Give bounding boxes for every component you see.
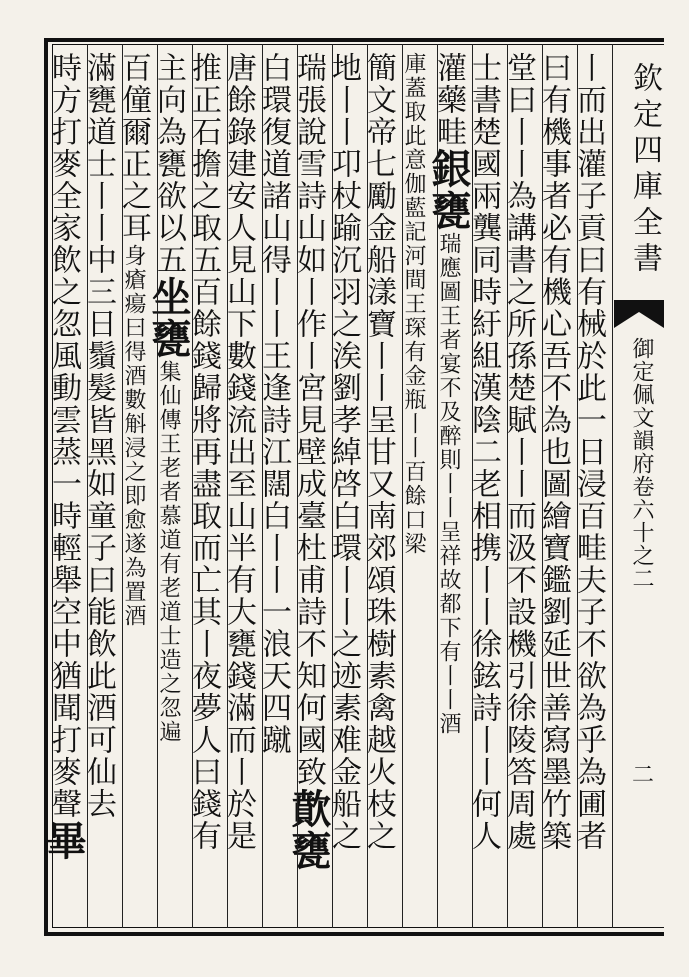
column-text: 曰有機事者必有機心吾不為也圖繪寶鑑劉延世善寫墨竹築 [536,52,571,852]
column-text: 時方打麥全家飲之忽風動雲蒸一時輕舉空中猶聞打麥聲 [46,52,81,820]
column-text: 簡文帝七勵金船漾寶丨丨呈甘又南郊頌珠樹素禽越火枝之 [361,52,396,852]
column-rule [122,44,123,928]
column-rule [227,44,228,928]
column-rule [402,44,403,928]
entry-heading: 歕甕 [285,788,332,872]
column-rule [542,44,543,928]
text-column [116,52,155,922]
text-column [466,52,505,922]
column-rule [472,44,473,928]
margin-column [612,52,664,922]
column-rule [297,44,298,928]
text-column [361,52,400,922]
text-column [221,52,260,922]
column-rule [192,44,193,928]
text-column [40,52,87,922]
entry-annotation: 集仙傳王老者慕道有老道士造之忽遍 [156,360,181,744]
column-rule [437,44,438,928]
column-rule [157,44,158,928]
text-column [145,52,192,922]
column-text: 瑞張說雪詩山如丨作丨宮見壁成臺杜甫詩不知何國致 [291,52,326,788]
text-column [501,52,540,922]
column-text: 滿甕道士丨丨中三日鬚髮皆黑如童子曰能飲此酒可仙去 [81,52,116,820]
book-title: 欽定四庫全書 [627,62,662,278]
fish-tail-mark-icon [614,300,664,328]
column-rule [507,44,508,928]
column-text: 白環復道諸山得丨丨王逢詩江闊白丨丨一浪天四蹴 [256,52,291,756]
column-text: 丨而出灌子貢曰有械於此一日浸百畦夫子不欲為乎為圃者 [571,52,606,852]
column-text: 推正石擔之取五百餘錢歸將再盡取而亡其丨夜夢人曰錢有 [186,52,221,852]
column-rule [332,44,333,928]
column-text: 堂曰丨丨為講書之所孫楚賦丨丨而汲不設機引徐陵答周處 [501,52,536,852]
text-column [401,52,435,922]
column-text: 百僮爾正之耳 [116,52,151,244]
entry-annotation: 身瘡瘍曰得酒數斛浸之即愈遂為置酒 [121,244,146,628]
column-rule [262,44,263,928]
text-column [425,52,472,922]
column-text: 士書楚國兩龔同時紆組漢陰二老相携丨丨徐鉉詩丨丨何人 [466,52,501,852]
entry-heading: 坐甕 [145,276,192,360]
entry-heading: 畢 [40,820,87,862]
entry-annotation: 庫蓋取此意伽藍記河間王琛有金瓶丨丨百餘口梁 [401,52,426,556]
column-text: 地丨丨卭杖踰沉羽之涘劉孝綽啓白環丨丨之迹素难金船之 [326,52,361,852]
text-column [186,52,225,922]
column-rule [87,44,88,928]
text-column [571,52,610,922]
column-rule [367,44,368,928]
text-column [256,52,295,922]
column-rule [577,44,578,928]
text-column [81,52,120,922]
page-number: 二 [632,763,655,788]
text-column [326,52,365,922]
entry-annotation: 瑞應圖王者宴不及醉則丨丨呈祥故都下有丨丨酒 [436,232,461,736]
column-text: 主向為甕欲以五 [151,52,186,276]
entry-heading: 銀甕 [425,148,472,232]
text-column [285,52,332,922]
column-text: 唐餘錄建安人見山下數錢流出至山半有大甕錢滿而丨於是 [221,52,256,852]
column-text: 灌 [431,52,466,84]
text-column [536,52,575,922]
volume-subtitle: 御定佩文韻府卷六十之二 [629,337,654,590]
column-text: 藥畦 [431,84,466,148]
